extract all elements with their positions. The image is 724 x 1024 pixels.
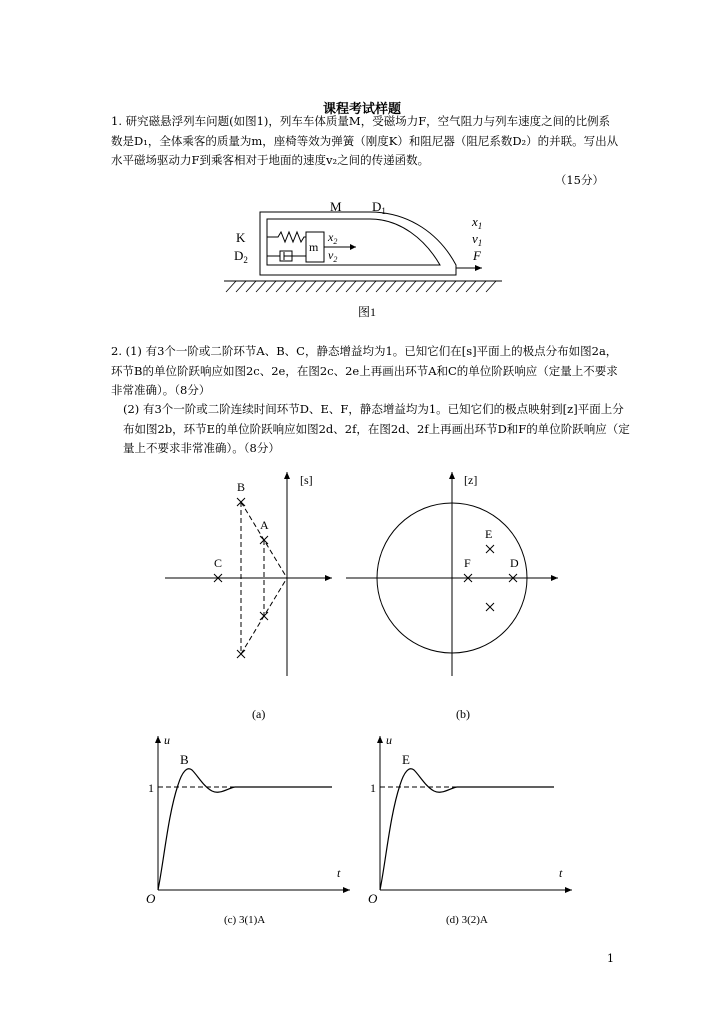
svg-text:x2: $x_2$ [328, 230, 338, 246]
svg-text:[s]: [s] [300, 473, 313, 487]
svg-text:u: u [164, 733, 170, 747]
page-title: 课程考试样题 [322, 102, 401, 117]
svg-text:D: D [510, 556, 519, 570]
svg-text:t: t [559, 866, 563, 880]
svg-text:1: 1 [148, 781, 154, 795]
figure-2a-s-plane [160, 466, 360, 726]
svg-text:D2: $D_2$ [234, 248, 248, 265]
svg-text:t: t [337, 866, 341, 880]
question-2-part-1: 2. (1) 有3个一阶或二阶环节A、B、C，静态增益均为1。已知它们在[s]平面上的极点分布如图2a，环节B的单位阶跃响应如图2c、2e，在图2c、2e上再画出环节A和C的单位阶跃响应（定量上不要求非常准确）。（8分） [111, 344, 618, 397]
figure-2c-caption: (c) 3(1)A [224, 914, 266, 926]
figure-2d-step-response [362, 730, 582, 930]
svg-text:C: C [214, 556, 223, 570]
svg-text:m: m [309, 240, 319, 254]
svg-text:B: B [237, 480, 246, 494]
svg-text:x1: $x_1$ [472, 214, 483, 231]
svg-text:O: O [146, 891, 156, 906]
pole-e-upper [486, 545, 494, 553]
figure-1-caption: 图1 [358, 305, 377, 319]
svg-text:v2: $v_2$ [328, 248, 338, 264]
svg-text:1: 1 [370, 781, 376, 795]
figure-2b-caption: (b) [456, 707, 470, 721]
question-1-score: （15分） [554, 173, 604, 187]
spring [267, 232, 306, 242]
svg-text:D1: $D_1$ [372, 199, 386, 216]
svg-text:u: u [386, 733, 392, 747]
svg-text:F: F [464, 556, 471, 570]
svg-text:E: E [485, 527, 493, 541]
figure-2b-z-plane [340, 466, 570, 726]
svg-text:B: B [180, 752, 189, 767]
figure-2a-caption: (a) [252, 707, 266, 721]
figure-2d-caption: (d) 3(2)A [446, 914, 488, 926]
svg-text:O: O [368, 891, 378, 906]
figure-2c-step-response [140, 730, 360, 930]
page-number: 1 [607, 952, 614, 965]
question-1-text: 1. 研究磁悬浮列车问题(如图1)，列车车体质量M，受磁场力F，空气阻力与列车速度之间的比例系数是D₁，全体乘客的质量为m，座椅等效为弹簧（刚度K）和阻尼器（阻尼系数D₂）的并联。写出从水平磁场驱动力F到乘客相对于地面的速度v₂之间的传递函数。 [111, 114, 619, 167]
svg-text:[z]: [z] [464, 473, 478, 487]
train-body [260, 212, 456, 275]
svg-text:M: M [330, 199, 342, 214]
question-2-part-2: (2) 有3个一阶或二阶连续时间环节D、E、F，静态增益均为1。已知它们的极点映射到[z]平面上分布如图2b，环节E的单位阶跃响应如图2d、2f，在图2d、2f上再画出环节D和F的单位阶跃响应（定量上不要求非常准确）。（8分） [123, 402, 630, 455]
svg-text:v1: $v_1$ [472, 231, 483, 248]
svg-text:A: A [260, 518, 269, 532]
pole-e-lower [486, 603, 494, 611]
svg-text:K: K [236, 230, 246, 245]
pole-b-lower [237, 650, 245, 658]
svg-text:E: E [402, 752, 410, 767]
figure-1 [220, 195, 510, 320]
svg-text:F: F [473, 248, 481, 263]
